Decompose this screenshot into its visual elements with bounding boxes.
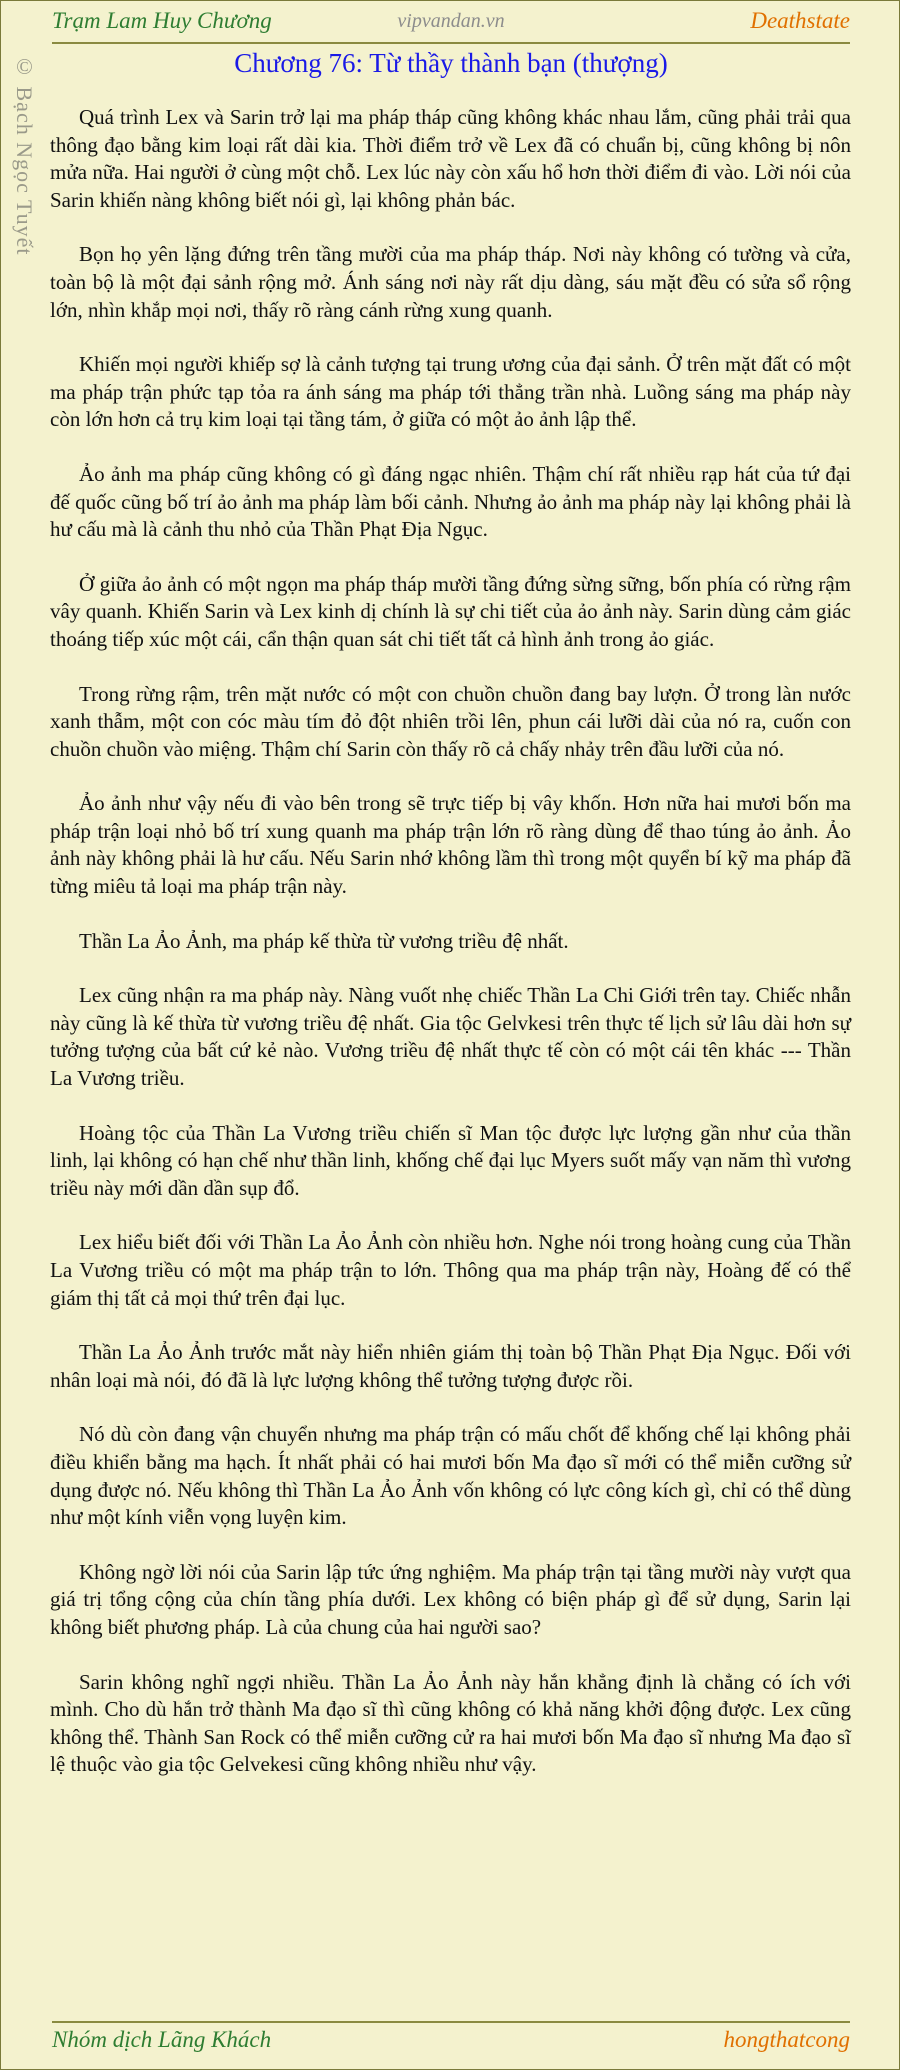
paragraph: Ảo ảnh như vậy nếu đi vào bên trong sẽ trực tiếp bị vây khốn. Hơn nữa hai mươi bốn ma pháp trận loại nhỏ bố trí xung quanh ma pháp trận lớn rõ ràng dùng để thao túng ảo ảnh. Ảo ảnh này không phải là hư cấu. Nếu Sarin nhớ không lầm thì trong một quyển bí kỹ ma pháp đã từng miêu tả loại ma pháp trận này. (50, 791, 851, 899)
paragraph: Thần La Ảo Ảnh trước mắt này hiển nhiên giám thị toàn bộ Thần Phạt Địa Ngục. Đối với nhân loại mà nói, đó đã là lực lượng không thể tưởng tượng được rồi. (50, 1340, 851, 1392)
header-site: vipvandan.vn (397, 10, 505, 32)
footer-divider (52, 2021, 850, 2023)
paragraph: Hoàng tộc của Thần La Vương triều chiến sĩ Man tộc được lực lượng gần như của thần linh, lại không có hạn chế như thần linh, khống chế đại lục Myers suốt mấy vạn năm thì vương triều này mới dần dần sụp đổ. (50, 1120, 851, 1200)
side-copyright: © Bạch Ngọc Tuyết (12, 54, 37, 256)
paragraph: Sarin không nghĩ ngợi nhiều. Thần La Ảo Ảnh này hắn khẳng định là chẳng có ích với mình. Cho dù hắn trở thành Ma đạo sĩ thì cũng không có khả năng khởi động được. Lex cũng không thể. Thành San Rock có thể miễn cưỡng cử ra hai mươi bốn Ma đạo sĩ nhưng Ma đạo sĩ lệ thuộc vào gia tộc Gelvekesi cũng không nhiều như vậy. (50, 1669, 851, 1777)
paragraph: Bọn họ yên lặng đứng trên tầng mười của ma pháp tháp. Nơi này không có tường và cửa, toàn bộ là một đại sảnh rộng mở. Ánh sáng nơi này rất dịu dàng, sáu mặt đều có sửa sổ rộng lớn, nhìn khắp mọi nơi, thấy rõ ràng cánh rừng xung quanh. (50, 242, 851, 322)
footer-translator: Nhóm dịch Lãng Khách (52, 2027, 272, 2052)
paragraph: Trong rừng rậm, trên mặt nước có một con chuồn chuồn đang bay lượn. Ở trong làn nước xanh thẫm, một con cóc màu tím đỏ đột nhiên trồi lên, phun cái lưỡi dài của nó ra, cuốn con chuồn chuồn vào miệng. Thậm chí Sarin còn thấy rõ cả chấy nhảy trên đầu lưỡi của nó. (50, 681, 851, 761)
paragraph: Nó dù còn đang vận chuyển nhưng ma pháp trận có mấu chốt để khống chế lại không phải điều khiển bằng ma hạch. Ít nhất phải có hai mươi bốn Ma đạo sĩ mới có thể miễn cưỡng sử dụng được nó. Nếu không thì Thần La Ảo Ảnh vốn không có lực công kích gì, chỉ có thể dùng như một kính viễn vọng luyện kim. (50, 1422, 851, 1530)
footer-editor: hongthatcong (723, 2027, 850, 2052)
paragraph: Thần La Ảo Ảnh, ma pháp kế thừa từ vương triều đệ nhất. (79, 928, 569, 953)
paragraph: Quá trình Lex và Sarin trở lại ma pháp tháp cũng không khác nhau lắm, cũng phải trải qua thông đạo bằng kim loại rất dài kia. Thời điểm trở về Lex đã có chuẩn bị, cũng không bị nôn mửa nữa. Hai người ở cùng một chỗ. Lex lúc này còn xấu hổ hơn thời điểm đi vào. Lời nói của Sarin khiến nàng không biết nói gì, lại không phản bác. (50, 105, 851, 212)
header-divider (52, 42, 850, 44)
chapter-body (50, 104, 851, 1806)
paragraph: Ảo ảnh ma pháp cũng không có gì đáng ngạc nhiên. Thậm chí rất nhiều rạp hát của tứ đại đế quốc cũng bố trí ảo ảnh ma pháp làm bối cảnh. Nhưng ảo ảnh ma pháp này lại không phải là hư cấu mà là cảnh thu nhỏ của Thần Phạt Địa Ngục. (50, 461, 851, 542)
chapter-title: Chương 76: Từ thầy thành bạn (thượng) (234, 48, 668, 78)
paragraph: Lex cũng nhận ra ma pháp này. Nàng vuốt nhẹ chiếc Thần La Chi Giới trên tay. Chiếc nhẫn này cũng là kế thừa từ vương triều đệ nhất. Gia tộc Gelvkesi trên thực tế lịch sử lâu dài hơn sự tưởng tượng của bất cứ kẻ nào. Vương triều đệ nhất thực tế còn có một cái tên khác --- Thần La Vương triều. (50, 983, 851, 1091)
header-author: Deathstate (750, 8, 850, 33)
header-book-title: Trạm Lam Huy Chương (52, 8, 272, 33)
paragraph: Ở giữa ảo ảnh có một ngọn ma pháp tháp mười tầng đứng sừng sững, bốn phía có rừng rậm vây quanh. Khiến Sarin và Lex kinh dị chính là sự chi tiết của ảo ảnh này. Sarin dùng cảm giác thoáng tiếp xúc một cái, cẩn thận quan sát chi tiết tất cả hình ảnh trong ảo giác. (50, 571, 851, 651)
paragraph: Khiến mọi người khiếp sợ là cảnh tượng tại trung ương của đại sảnh. Ở trên mặt đất có một ma pháp trận phức tạp tỏa ra ánh sáng ma pháp tới thẳng trần nhà. Luồng sáng ma pháp này còn lớn hơn cả trụ kim loại tại tầng tám, ở giữa có một ảo ảnh lập thể. (50, 352, 851, 432)
paragraph: Không ngờ lời nói của Sarin lập tức ứng nghiệm. Ma pháp trận tại tầng mười này vượt qua giá trị tổng cộng của chín tầng phía dưới. Lex không có biện pháp gì để sử dụng, Sarin lại không biết phương pháp. Là của chung của hai người sao? (50, 1559, 851, 1639)
paragraph: Lex hiểu biết đối với Thần La Ảo Ảnh còn nhiều hơn. Nghe nói trong hoàng cung của Thần La Vương triều có một ma pháp trận to lớn. Thông qua ma pháp trận này, Hoàng đế có thể giám thị tất cả mọi thứ trên đại lục. (50, 1230, 851, 1310)
page-header (52, 8, 850, 40)
